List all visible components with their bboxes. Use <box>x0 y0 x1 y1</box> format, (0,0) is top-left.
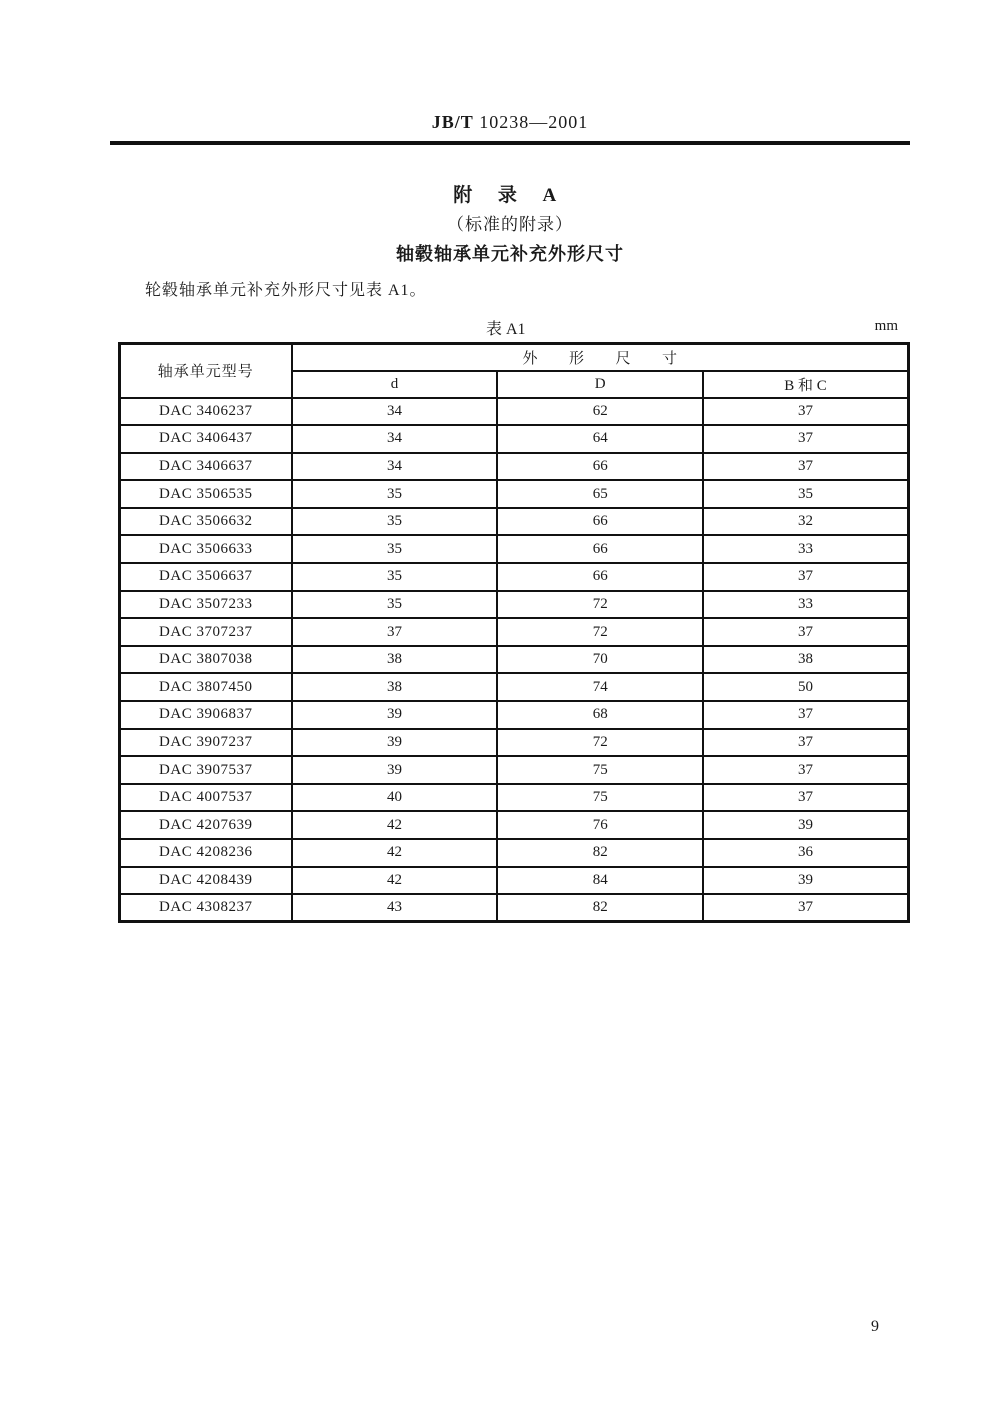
d-cell: 39 <box>292 701 498 729</box>
table-row <box>120 894 909 922</box>
model-cell: DAC 3906837 <box>120 701 292 729</box>
D-cell: 76 <box>497 811 703 839</box>
D-cell: 72 <box>497 591 703 619</box>
d-cell: 42 <box>292 867 498 895</box>
D-cell: 82 <box>497 839 703 867</box>
model-cell: DAC 4208236 <box>120 839 292 867</box>
table-row <box>120 701 909 729</box>
D-cell: 62 <box>497 398 703 426</box>
b-and-c-cell: 50 <box>703 673 909 701</box>
D-cell: 70 <box>497 646 703 674</box>
d-cell: 35 <box>292 508 498 536</box>
model-cell: DAC 3406237 <box>120 398 292 426</box>
D-cell: 74 <box>497 673 703 701</box>
model-cell: DAC 4007537 <box>120 784 292 812</box>
b-and-c-cell: 36 <box>703 839 909 867</box>
model-cell: DAC 3707237 <box>120 618 292 646</box>
header-rule <box>110 141 910 145</box>
b-and-c-cell: 37 <box>703 701 909 729</box>
b-and-c-cell: 35 <box>703 480 909 508</box>
d-cell: 39 <box>292 729 498 757</box>
table-row <box>120 867 909 895</box>
column-header-D: D <box>497 371 703 398</box>
table-row <box>120 729 909 757</box>
d-cell: 34 <box>292 398 498 426</box>
b-and-c-cell: 33 <box>703 535 909 563</box>
model-cell: DAC 3907537 <box>120 756 292 784</box>
table-row <box>120 839 909 867</box>
d-cell: 40 <box>292 784 498 812</box>
table-caption: 表 A1 <box>486 321 526 338</box>
column-header-b-and-c: B 和 C <box>703 371 909 398</box>
d-cell: 35 <box>292 591 498 619</box>
page-number: 9 <box>871 1318 879 1335</box>
standard-number: 10238—2001 <box>479 112 589 132</box>
table-row <box>120 756 909 784</box>
table-row <box>120 673 909 701</box>
model-cell: DAC 4208439 <box>120 867 292 895</box>
model-cell: DAC 3807038 <box>120 646 292 674</box>
D-cell: 72 <box>497 729 703 757</box>
b-and-c-cell: 37 <box>703 425 909 453</box>
table-body <box>120 398 909 922</box>
model-cell: DAC 3506535 <box>120 480 292 508</box>
b-and-c-cell: 37 <box>703 894 909 922</box>
d-cell: 35 <box>292 480 498 508</box>
d-cell: 34 <box>292 425 498 453</box>
b-and-c-cell: 37 <box>703 618 909 646</box>
table-row <box>120 398 909 426</box>
model-cell: DAC 3907237 <box>120 729 292 757</box>
model-cell: DAC 3506632 <box>120 508 292 536</box>
d-cell: 38 <box>292 673 498 701</box>
b-and-c-cell: 39 <box>703 867 909 895</box>
b-and-c-cell: 33 <box>703 591 909 619</box>
d-cell: 37 <box>292 618 498 646</box>
table-unit-label: mm <box>874 318 898 334</box>
model-cell: DAC 3807450 <box>120 673 292 701</box>
table-row <box>120 618 909 646</box>
D-cell: 66 <box>497 535 703 563</box>
b-and-c-cell: 37 <box>703 453 909 481</box>
b-and-c-cell: 37 <box>703 398 909 426</box>
D-cell: 66 <box>497 508 703 536</box>
table-row <box>120 811 909 839</box>
appendix-title: 附 录 A <box>453 185 567 206</box>
column-header-model: 轴承单元型号 <box>120 344 292 398</box>
dimensions-table <box>118 342 910 923</box>
D-cell: 65 <box>497 480 703 508</box>
d-cell: 42 <box>292 839 498 867</box>
D-cell: 66 <box>497 563 703 591</box>
table-row <box>120 508 909 536</box>
table-row <box>120 425 909 453</box>
model-cell: DAC 3406437 <box>120 425 292 453</box>
intro-paragraph: 轮毂轴承单元补充外形尺寸见表 A1。 <box>145 282 427 299</box>
appendix-subtitle: （标准的附录） <box>447 215 573 234</box>
model-cell: DAC 4308237 <box>120 894 292 922</box>
d-cell: 38 <box>292 646 498 674</box>
D-cell: 72 <box>497 618 703 646</box>
d-cell: 34 <box>292 453 498 481</box>
column-group-header-dimensions: 外形尺寸 <box>292 344 909 371</box>
D-cell: 66 <box>497 453 703 481</box>
d-cell: 35 <box>292 563 498 591</box>
table-row <box>120 784 909 812</box>
d-cell: 35 <box>292 535 498 563</box>
table-caption-row <box>118 316 910 340</box>
b-and-c-cell: 37 <box>703 756 909 784</box>
model-cell: DAC 3506633 <box>120 535 292 563</box>
d-cell: 42 <box>292 811 498 839</box>
D-cell: 64 <box>497 425 703 453</box>
D-cell: 75 <box>497 756 703 784</box>
D-cell: 75 <box>497 784 703 812</box>
model-cell: DAC 3506637 <box>120 563 292 591</box>
D-cell: 82 <box>497 894 703 922</box>
table-row <box>120 535 909 563</box>
table-row <box>120 591 909 619</box>
model-cell: DAC 3406637 <box>120 453 292 481</box>
document-header <box>110 112 910 133</box>
d-cell: 43 <box>292 894 498 922</box>
b-and-c-cell: 37 <box>703 729 909 757</box>
b-and-c-cell: 37 <box>703 784 909 812</box>
model-cell: DAC 3507233 <box>120 591 292 619</box>
column-header-d: d <box>292 371 498 398</box>
model-cell: DAC 4207639 <box>120 811 292 839</box>
table-row <box>120 453 909 481</box>
table-header <box>120 344 909 398</box>
appendix-heading: 轴毂轴承单元补充外形尺寸 <box>396 244 624 264</box>
b-and-c-cell: 39 <box>703 811 909 839</box>
D-cell: 68 <box>497 701 703 729</box>
table-row <box>120 480 909 508</box>
d-cell: 39 <box>292 756 498 784</box>
b-and-c-cell: 37 <box>703 563 909 591</box>
D-cell: 84 <box>497 867 703 895</box>
standard-code: JB/T <box>431 112 474 132</box>
table-row <box>120 646 909 674</box>
table-row <box>120 563 909 591</box>
b-and-c-cell: 32 <box>703 508 909 536</box>
b-and-c-cell: 38 <box>703 646 909 674</box>
